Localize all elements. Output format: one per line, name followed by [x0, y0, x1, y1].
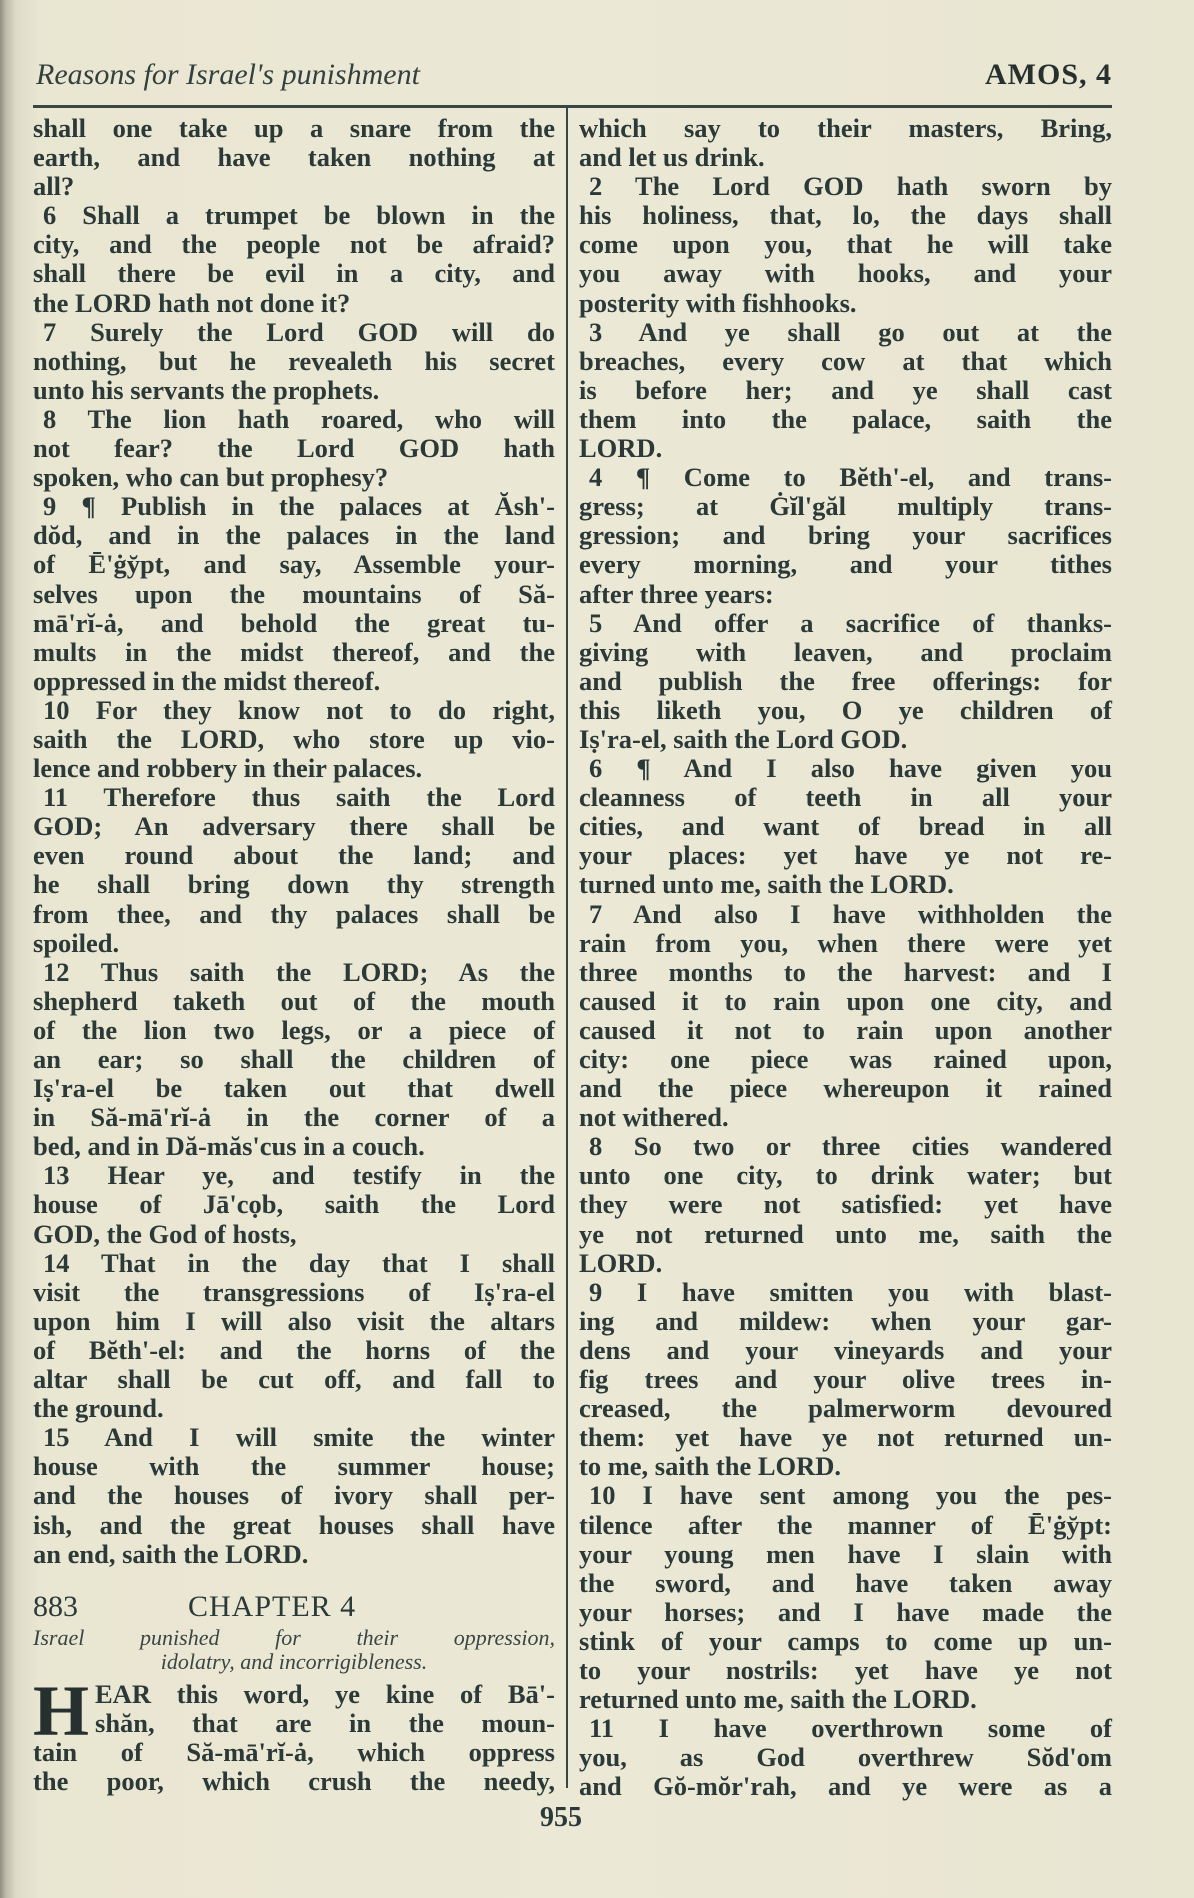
text-line: 13 Hear ye, and testify in the: [43, 1160, 555, 1191]
text-line: stink of your camps to come up un-: [579, 1625, 1112, 1656]
drop-cap: H: [33, 1671, 90, 1751]
text-line: spoken, who can but prophesy?: [33, 462, 389, 493]
text-line: this liketh you, O ye children of: [579, 694, 1112, 725]
text-line: to your nostrils: yet have ye not: [579, 1654, 1112, 1685]
text-line: 15 And I will smite the winter: [43, 1422, 555, 1453]
text-line: they were not satisfied: yet have: [579, 1189, 1112, 1220]
text-line: and let us drink.: [579, 142, 765, 173]
text-line: the poor, which crush the needy,: [33, 1766, 555, 1797]
text-line: of Ē'ġy̆pt, and say, Assemble your-: [33, 549, 555, 580]
text-line: lence and robbery in their palaces.: [33, 753, 423, 784]
text-line: cleanness of teeth in all your: [579, 782, 1112, 813]
text-line: GOD; An adversary there shall be: [33, 811, 555, 842]
text-line: 11 I have overthrown some of: [589, 1713, 1112, 1744]
text-line: altar shall be cut off, and fall to: [33, 1364, 555, 1395]
text-line: creased, the palmerworm devoured: [579, 1393, 1112, 1424]
text-line: ish, and the great houses shall have: [33, 1509, 555, 1540]
text-line: cities, and want of bread in all: [579, 811, 1112, 842]
left-column: [33, 114, 555, 1569]
text-line: earth, and have taken nothing at: [33, 142, 555, 173]
text-line: shall one take up a snare from the: [33, 113, 555, 143]
text-line: 12 Thus saith the LORD; As the: [43, 956, 555, 987]
text-line: of Bĕth'-el: and the horns of the: [33, 1334, 555, 1365]
text-line: 11 Therefore thus saith the Lord: [43, 782, 555, 813]
text-line: in Să-mā'rĭ-ȧ in the corner of a: [33, 1102, 555, 1133]
text-line: come upon you, that he will take: [579, 229, 1112, 260]
text-line: turned unto me, saith the LORD.: [579, 869, 954, 900]
text-line: which say to their masters, Bring,: [579, 113, 1112, 143]
text-line: 14 That in the day that I shall: [43, 1247, 555, 1278]
text-line: Iṣ'ra-el, saith the Lord GOD.: [579, 723, 908, 754]
chapter-title: CHAPTER 4: [188, 1590, 357, 1623]
text-line: 3 And ye shall go out at the: [589, 316, 1112, 347]
text-line: 9 ¶ Publish in the palaces at Ăsh'-: [43, 491, 555, 522]
text-line: tilence after the manner of Ē'ġy̆pt:: [579, 1509, 1112, 1540]
text-line: and publish the free offerings: for: [579, 665, 1112, 696]
text-line: caused it not to rain upon another: [579, 1014, 1112, 1045]
text-line: house with the summer house;: [33, 1451, 555, 1482]
text-line: and Gŏ-mŏr'rah, and ye were as a: [579, 1771, 1112, 1802]
text-line: the sword, and have taken away: [579, 1567, 1112, 1598]
text-line: upon him I will also visit the altars: [33, 1305, 555, 1336]
text-line: mults in the midst thereof, and the: [33, 636, 555, 667]
text-line: bed, and in Dă-măs'cus in a couch.: [33, 1131, 425, 1162]
text-line: 7 Surely the Lord GOD will do: [43, 316, 555, 347]
text-line: even round about the land; and: [33, 840, 555, 871]
text-line: shepherd taketh out of the mouth: [33, 985, 555, 1016]
text-line: three months to the harvest: and I: [579, 956, 1112, 987]
text-line: LORD.: [579, 433, 663, 464]
text-line: tain of Să-mā'rĭ-ȧ, which oppress: [33, 1737, 555, 1768]
text-line: you away with hooks, and your: [579, 258, 1112, 289]
page-number: 955: [540, 1802, 582, 1833]
text-line: 8 So two or three cities wandered: [589, 1131, 1112, 1162]
text-line: GOD, the God of hosts,: [33, 1218, 297, 1249]
text-line: selves upon the mountains of Să-: [33, 578, 555, 609]
chapter-summary-line: Israel punished for their oppression,: [33, 1625, 555, 1650]
text-line: mā'rĭ-ȧ, and behold the great tu-: [33, 607, 555, 638]
text-line: Iṣ'ra-el be taken out that dwell: [33, 1073, 555, 1104]
text-line: shall there be evil in a city, and: [33, 258, 555, 289]
text-line: nothing, but he revealeth his secret: [33, 345, 555, 376]
right-column: [579, 114, 1112, 1801]
text-line: to me, saith the LORD.: [579, 1451, 842, 1482]
text-line: 5 And offer a sacrifice of thanks-: [589, 607, 1112, 638]
text-line: giving with leaven, and proclaim: [579, 636, 1112, 667]
chapter-section: [33, 1590, 555, 1796]
text-line: returned unto me, saith the LORD.: [579, 1684, 977, 1715]
text-line: 6 ¶ And I also have given you: [589, 753, 1112, 784]
text-line: 8 The lion hath roared, who will: [43, 403, 555, 434]
text-line: house of Jā'cọb, saith the Lord: [33, 1189, 555, 1220]
text-line: his holiness, that, lo, the days shall: [579, 200, 1112, 231]
text-line: city, and the people not be afraid?: [33, 229, 555, 260]
text-line: he shall bring down thy strength: [33, 869, 555, 900]
text-line: dens and your vineyards and your: [579, 1334, 1112, 1365]
text-line: gression; and bring your sacrifices: [579, 520, 1112, 551]
text-line: your places: yet have ye not re-: [579, 840, 1112, 871]
chapter-summary-line: idolatry, and incorrigibleness.: [160, 1649, 428, 1674]
text-line: EAR this word, ye kine of Bā'-: [95, 1679, 555, 1709]
text-line: unto one city, to drink water; but: [579, 1160, 1112, 1191]
running-head-left: Reasons for Israel's punishment: [36, 58, 420, 91]
text-line: an ear; so shall the children of: [33, 1044, 555, 1074]
text-line: all?: [33, 171, 75, 202]
text-line: your young men have I slain with: [579, 1538, 1112, 1569]
text-line: 4 ¶ Come to Bĕth'-el, and trans-: [589, 462, 1112, 493]
text-line: 9 I have smitten you with blast-: [589, 1276, 1112, 1307]
text-line: saith the LORD, who store up vio-: [33, 723, 555, 754]
text-line: unto his servants the prophets.: [33, 374, 380, 405]
text-line: from thee, and thy palaces shall be: [33, 898, 555, 929]
text-line: 2 The Lord GOD hath sworn by: [589, 171, 1112, 202]
text-line: and the houses of ivory shall per-: [33, 1480, 555, 1511]
running-head-right: AMOS, 4: [985, 58, 1112, 91]
text-line: not withered.: [579, 1102, 729, 1133]
text-line: 10 For they know not to do right,: [43, 694, 555, 725]
text-line: your horses; and I have made the: [579, 1596, 1112, 1627]
chapter-summary: [33, 1626, 555, 1674]
column-divider: [566, 108, 568, 1788]
text-line: city: one piece was rained upon,: [579, 1044, 1112, 1074]
text-line: 7 And also I have withholden the: [589, 898, 1112, 929]
chapter-reference-number: 883: [33, 1590, 78, 1623]
text-line: shăn, that are in the moun-: [95, 1708, 555, 1739]
text-line: every morning, and your tithes: [579, 549, 1112, 580]
text-line: visit the transgressions of Iṣ'ra-el: [33, 1276, 555, 1307]
text-line: dŏd, and in the palaces in the land: [33, 520, 555, 551]
text-line: ing and mildew: when your gar-: [579, 1305, 1112, 1336]
text-line: fig trees and your olive trees in-: [579, 1364, 1112, 1395]
text-line: 6 Shall a trumpet be blown in the: [43, 200, 555, 231]
text-line: and the piece whereupon it rained: [579, 1073, 1112, 1104]
text-line: you, as God overthrew Sŏd'om: [579, 1742, 1112, 1773]
text-line: 10 I have sent among you the pes-: [589, 1480, 1112, 1511]
header-rule: [33, 105, 1112, 108]
text-line: rain from you, when there were yet: [579, 927, 1112, 958]
text-line: not fear? the Lord GOD hath: [33, 433, 555, 464]
text-line: is before her; and ye shall cast: [579, 374, 1112, 405]
text-line: the ground.: [33, 1393, 164, 1424]
text-line: them: yet have ye not returned un-: [579, 1422, 1112, 1453]
text-line: an end, saith the LORD.: [33, 1538, 309, 1569]
text-line: LORD.: [579, 1247, 663, 1278]
text-line: posterity with fishhooks.: [579, 287, 857, 318]
text-line: them into the palace, saith the: [579, 403, 1112, 434]
text-line: after three years:: [579, 578, 774, 609]
text-line: caused it to rain upon one city, and: [579, 985, 1112, 1016]
text-line: gress; at Ġĭl'găl multiply trans-: [579, 491, 1112, 522]
text-line: spoiled.: [33, 927, 120, 958]
text-line: the LORD hath not done it?: [33, 287, 351, 318]
text-line: oppressed in the midst thereof.: [33, 665, 381, 696]
text-line: of the lion two legs, or a piece of: [33, 1014, 555, 1045]
text-line: breaches, every cow at that which: [579, 345, 1112, 376]
text-line: ye not returned unto me, saith the: [579, 1218, 1112, 1249]
chapter-opening: [33, 1671, 555, 1797]
